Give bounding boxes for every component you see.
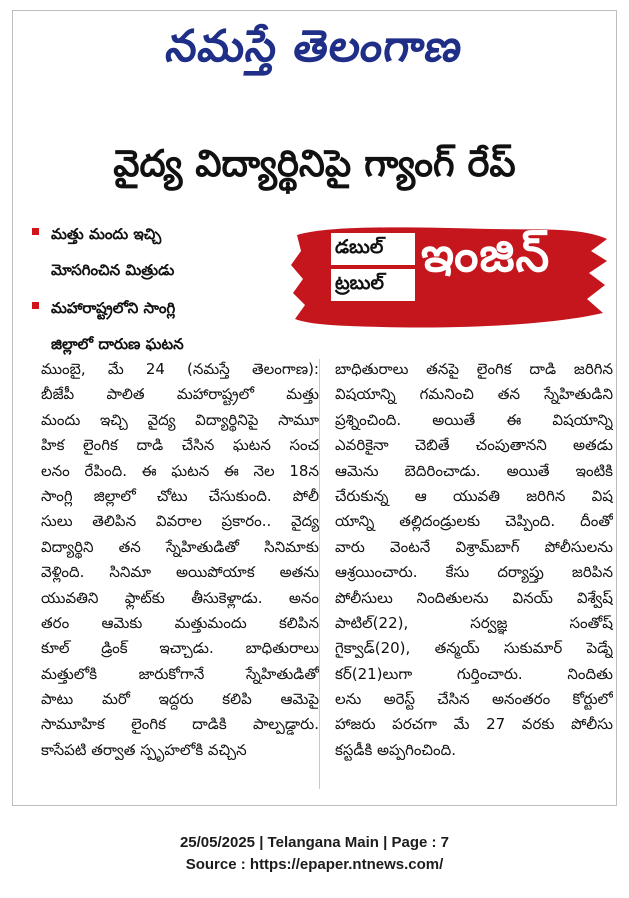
article-line: విద్యార్థిని తన స్నేహితుడితో సినిమాకు bbox=[41, 537, 319, 556]
article-line: బీజేపీ పాలిత మహారాష్ట్రలో మత్తు bbox=[41, 385, 319, 404]
article-line: తరం ఆమెకు మత్తుమందు కలిపిన bbox=[41, 613, 319, 632]
article-line: పాటు మరో ఇద్దరు కలిపి ఆమెపై bbox=[41, 690, 319, 709]
article-line: ప్రశ్నించింది. అయితే ఈ విషయాన్ని bbox=[335, 410, 613, 429]
article-line: కాసేపటి తర్వాత స్పృహలోకి వచ్చిన bbox=[41, 740, 247, 759]
article-line: విషయాన్ని గమనించి తన స్నేహితుడిని bbox=[335, 385, 613, 404]
article-line: ఆశ్రయించారు. కేసు దర్యాప్తు జరిపిన bbox=[335, 563, 613, 582]
article-line: వెళ్లింది. సినిమా అయిపోయాక అతను bbox=[41, 563, 319, 582]
article-line: మత్తులోకి జారుకోగానే స్నేహితుడితో bbox=[41, 664, 319, 683]
article-line: ఆమెను బెదిరించాడు. అయితే ఇంటికి bbox=[335, 461, 613, 480]
article-line: హాజరు పరచగా మే 27 వరకు పోలీసు bbox=[335, 715, 613, 734]
banner-tag-trouble: ట్రబుల్ bbox=[335, 272, 384, 294]
article-line: సామూహిక లైంగిక దాడికి పాల్పడ్డారు. bbox=[41, 715, 319, 734]
source-footer bbox=[0, 832, 629, 876]
article-line: కర్(21)లుగా గుర్తించారు. నిందితు bbox=[335, 664, 613, 683]
double-engine-banner bbox=[291, 221, 609, 333]
article-line: ఎవరికైనా చెబితే చంపుతానని అతడు bbox=[335, 436, 613, 455]
column-divider bbox=[319, 359, 320, 789]
article-line: కూల్ డ్రింక్ ఇచ్చాడు. బాధితురాలు bbox=[41, 639, 319, 658]
highlight-line: మహారాష్ట్రలోని సాంగ్లి bbox=[51, 299, 176, 317]
article-line: లను అరెస్ట్ చేసిన అనంతరం కోర్టులో bbox=[335, 690, 613, 709]
article-line: యువతిని ఫ్లాట్‌కు తీసుకెళ్లాడు. అనం bbox=[41, 588, 319, 607]
article-line: సులు తెలిపిన వివరాల ప్రకారం.. వైద్య bbox=[41, 512, 319, 531]
highlights-list bbox=[29, 216, 274, 364]
article-line: పోలీసులు నిందితులను వినయ్ విశ్వేష్ bbox=[335, 588, 613, 607]
article-column-2 bbox=[335, 357, 613, 763]
highlight-item bbox=[29, 216, 274, 288]
banner-big-text: ఇంజిన్ bbox=[421, 227, 551, 283]
article-line: బాధితురాలు తనపై లైంగిక దాడి జరిగిన bbox=[335, 360, 613, 378]
newspaper-clipping bbox=[12, 10, 617, 806]
highlight-line: మత్తు మందు ఇచ్చి bbox=[51, 225, 162, 243]
article-line: మందు ఇచ్చి వైద్య విద్యార్థినిపై సామూ bbox=[41, 410, 319, 429]
article-line: హిక లైంగిక దాడి చేసిన ఘటన సంచ bbox=[41, 436, 319, 455]
article-line: పాటిల్(22), సర్వజ్ఞ సంతోష్ bbox=[335, 613, 613, 632]
red-square-bullet-icon bbox=[32, 302, 39, 309]
article-line: సాంగ్లి జిల్లాలో చోటు చేసుకుంది. పోలీ bbox=[41, 486, 319, 505]
article-line: లనం రేపింది. ఈ ఘటన ఈ నెల 18న bbox=[41, 461, 319, 480]
article-line: వారు వెంటనే విశ్రామ్‌బాగ్ పోలీసులను bbox=[335, 537, 613, 556]
highlight-line: మోసగించిన మిత్రుడు bbox=[51, 261, 175, 279]
footer-source-link[interactable]: Source : https://epaper.ntnews.com/ bbox=[185, 856, 444, 873]
footer-date-page: 25/05/2025 | Telangana Main | Page : 7 bbox=[179, 834, 450, 851]
highlight-line: జిల్లాలో దారుణ ఘటన bbox=[51, 335, 184, 353]
article-line: యాన్ని తల్లిదండ్రులకు చెప్పింది. దీంతో bbox=[335, 512, 613, 531]
headline: వైద్య విద్యార్థినిపై గ్యాంగ్ రేప్ bbox=[113, 142, 516, 185]
article-line: కస్టడీకి అప్పగించింది. bbox=[335, 740, 456, 759]
article-line: గైక్వాడ్(20), తన్మయ్ సుకుమార్ పెడ్నే bbox=[335, 639, 613, 658]
masthead-logo: నమస్తే తెలంగాణ bbox=[162, 21, 467, 72]
banner-tag-double: డబుల్ bbox=[335, 236, 384, 258]
red-square-bullet-icon bbox=[32, 228, 39, 235]
article-line: ముంబై, మే 24 (నమస్తే తెలంగాణ): bbox=[41, 360, 319, 378]
highlight-item bbox=[29, 290, 274, 362]
article-line: చేరుకున్న ఆ యువతి జరిగిన విష bbox=[335, 486, 613, 505]
article-column-1 bbox=[41, 357, 319, 763]
